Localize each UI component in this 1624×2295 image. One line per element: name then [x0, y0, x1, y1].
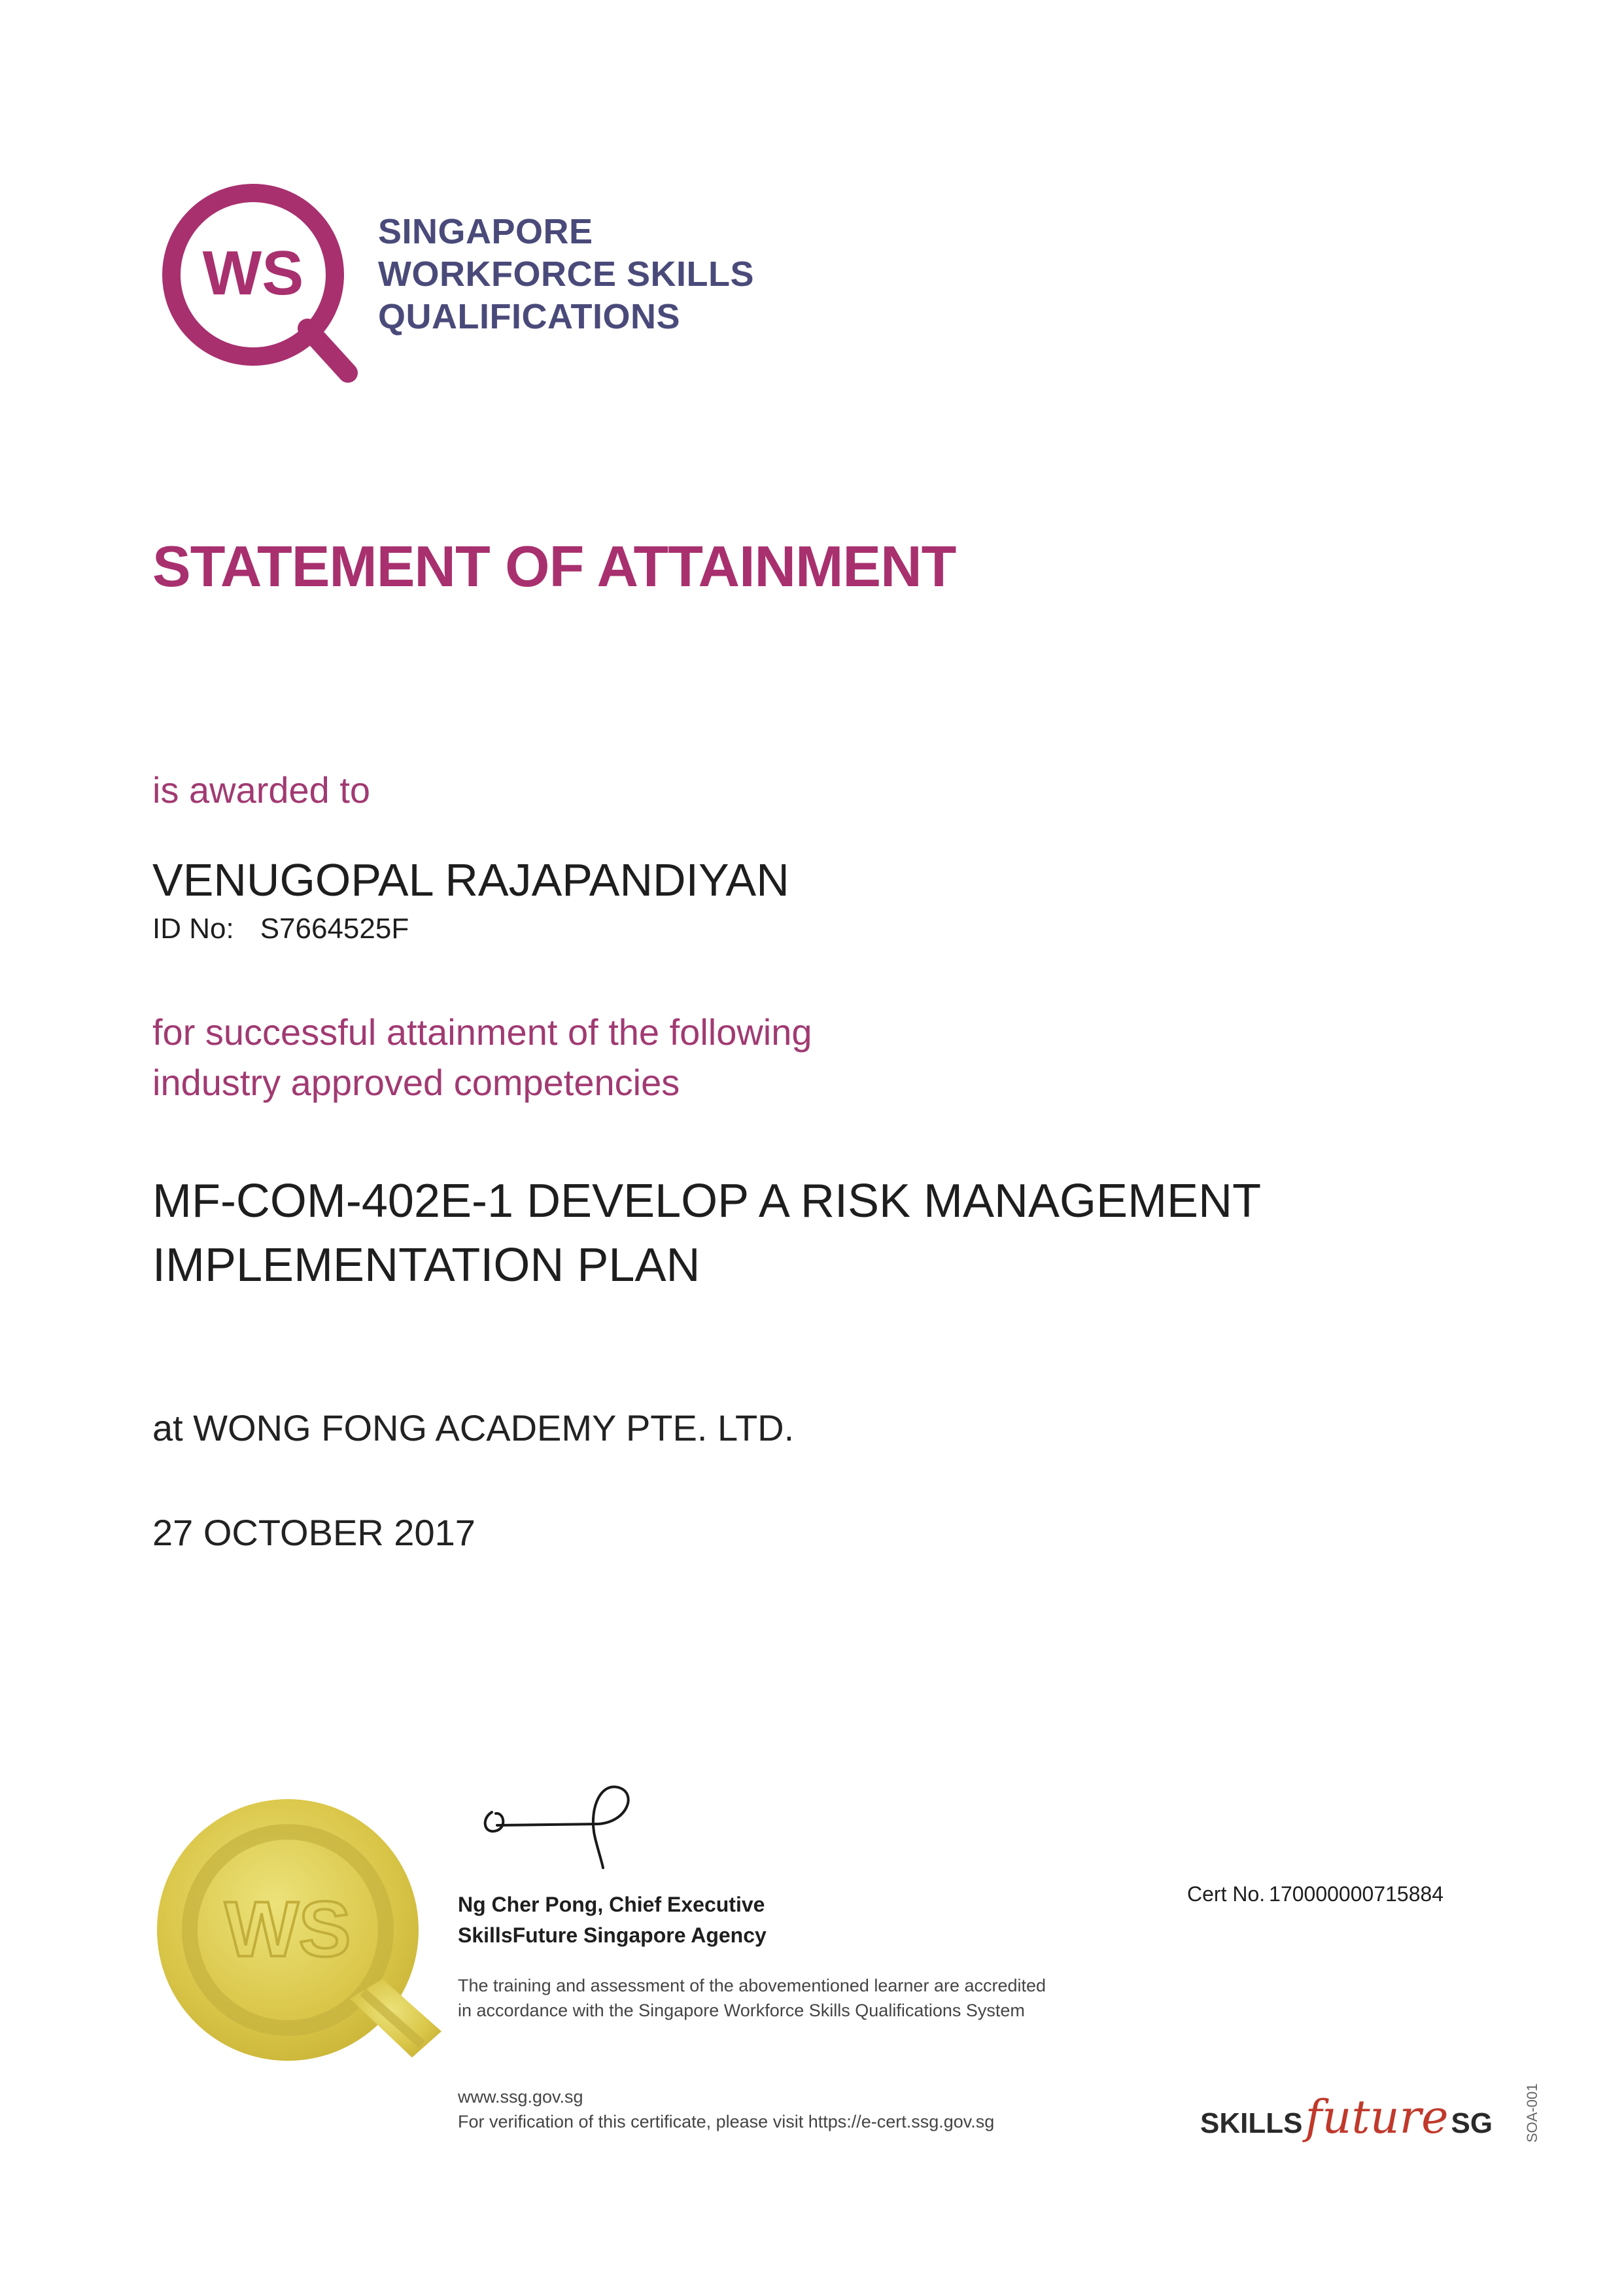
verification-note: For verification of this certificate, please visit https://e-cert.ssg.gov.sg: [458, 2112, 995, 2131]
form-code: SOA-001: [1524, 2083, 1540, 2143]
signer-name: Ng Cher Pong, Chief Executive: [458, 1893, 765, 1916]
id-label: ID No:: [152, 913, 234, 945]
attainment-line2: industry approved competencies: [152, 1062, 680, 1103]
accreditation-line2: in accordance with the Singapore Workforce Skills Qualifications System: [458, 2001, 1025, 2020]
logo-text-line3: QUALIFICATIONS: [378, 297, 680, 336]
website-link[interactable]: www.ssg.gov.sg: [458, 2087, 583, 2107]
logo-text-line1: SINGAPORE: [378, 212, 593, 251]
course-line1: MF-COM-402E-1 DEVELOP A RISK MANAGEMENT: [152, 1175, 1262, 1227]
signature-icon: [477, 1766, 648, 1871]
id-row: [152, 913, 409, 945]
id-value: S7664525F: [260, 913, 409, 945]
attainment-line1: for successful attainment of the following: [152, 1011, 812, 1053]
course-line2: IMPLEMENTATION PLAN: [152, 1239, 700, 1291]
cert-no-label: Cert No.: [1187, 1882, 1266, 1906]
cert-number: [1187, 1882, 1443, 1906]
awarded-to-label: is awarded to: [152, 769, 371, 811]
logo-text-line2: WORKFORCE SKILLS: [378, 254, 754, 294]
sf-logo-skills: SKILLS: [1200, 2107, 1303, 2139]
recipient-name: VENUGOPAL RAJAPANDIYAN: [152, 854, 789, 905]
wsq-logo-icon: [152, 177, 368, 386]
gold-wsq-seal-icon: [154, 1796, 461, 2071]
signer-agency: SkillsFuture Singapore Agency: [458, 1923, 767, 1947]
cert-no-value: 170000000715884: [1269, 1882, 1444, 1906]
skillsfuture-logo: [1200, 2090, 1493, 2144]
accreditation-line1: The training and assessment of the abovementioned learner are accredited: [458, 1976, 1046, 1995]
venue: at WONG FONG ACADEMY PTE. LTD.: [152, 1407, 795, 1448]
sf-logo-sg: SG: [1451, 2107, 1493, 2139]
logo-mark-text: WS: [202, 238, 304, 308]
seal-text: WS: [224, 1885, 351, 1973]
award-date: 27 OCTOBER 2017: [152, 1512, 475, 1553]
sf-logo-future: future: [1305, 2090, 1449, 2144]
certificate-title: STATEMENT OF ATTAINMENT: [152, 534, 956, 599]
